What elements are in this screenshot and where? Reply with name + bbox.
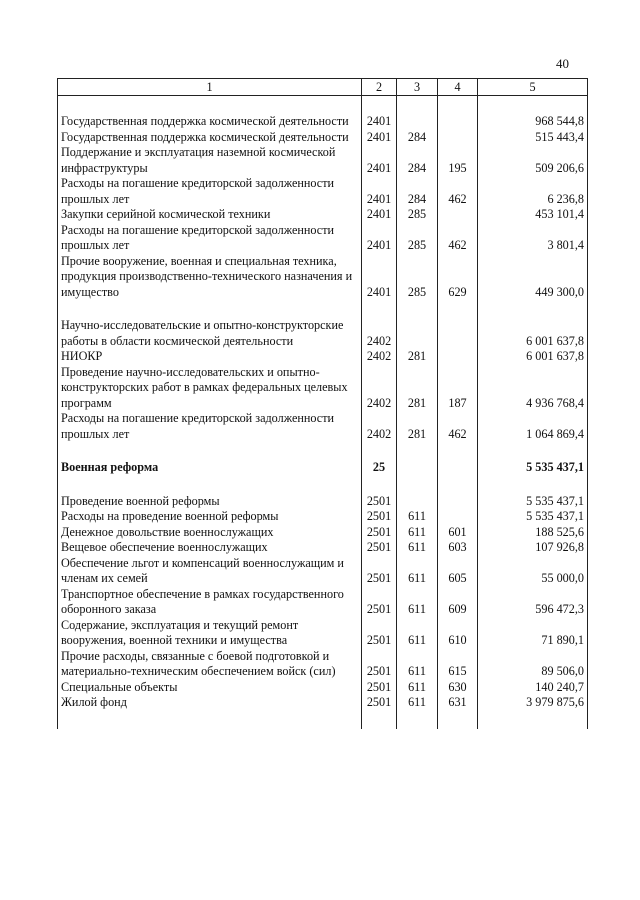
expense-type-cell: 615: [438, 649, 478, 680]
spacer-cell: [362, 300, 397, 318]
amount-cell: 71 890,1: [478, 618, 588, 649]
amount-cell: 6 001 637,8: [478, 318, 588, 349]
spacer-cell: [397, 96, 438, 115]
section-code-cell: 2401: [362, 114, 397, 130]
spacer-cell: [58, 476, 362, 494]
item-name-cell: Расходы на погашение кредиторской задолженности прошлых лет: [58, 223, 362, 254]
budget-table: [57, 78, 588, 729]
item-name-cell: НИОКР: [58, 349, 362, 365]
amount-cell: 515 443,4: [478, 130, 588, 146]
page-number: 40: [556, 56, 569, 71]
amount-cell: 6 236,8: [478, 176, 588, 207]
spacer-row: [58, 442, 588, 460]
amount-cell: 107 926,8: [478, 540, 588, 556]
spacer-cell: [438, 711, 478, 729]
expense-type-cell: 609: [438, 587, 478, 618]
amount-cell: 3 979 875,6: [478, 695, 588, 711]
target-code-cell: [397, 460, 438, 476]
target-code-cell: 611: [397, 556, 438, 587]
item-name-cell: Военная реформа: [58, 460, 362, 476]
expense-type-cell: 195: [438, 145, 478, 176]
spacer-cell: [362, 442, 397, 460]
section-code-cell: 2401: [362, 176, 397, 207]
table-row: [58, 649, 588, 680]
table-row: [58, 145, 588, 176]
table-row: [58, 223, 588, 254]
table-row: [58, 540, 588, 556]
expense-type-cell: [438, 114, 478, 130]
target-code-cell: 281: [397, 411, 438, 442]
expense-type-cell: 601: [438, 525, 478, 541]
target-code-cell: 611: [397, 509, 438, 525]
item-name-cell: Расходы на погашение кредиторской задолженности прошлых лет: [58, 411, 362, 442]
expense-type-cell: 610: [438, 618, 478, 649]
target-code-cell: [397, 114, 438, 130]
target-code-cell: 285: [397, 254, 438, 301]
amount-cell: 453 101,4: [478, 207, 588, 223]
table-row: [58, 176, 588, 207]
section-code-cell: 2401: [362, 207, 397, 223]
section-code-cell: 2401: [362, 254, 397, 301]
spacer-cell: [362, 96, 397, 115]
spacer-cell: [438, 442, 478, 460]
table-row: [58, 587, 588, 618]
spacer-cell: [397, 300, 438, 318]
spacer-cell: [438, 476, 478, 494]
amount-cell: 6 001 637,8: [478, 349, 588, 365]
item-name-cell: Прочие расходы, связанные с боевой подготовкой и материально-техническим обеспечением войск (сил): [58, 649, 362, 680]
target-code-cell: 611: [397, 587, 438, 618]
spacer-cell: [397, 442, 438, 460]
amount-cell: 5 535 437,1: [478, 460, 588, 476]
section-code-cell: 2501: [362, 494, 397, 510]
item-name-cell: Прочие вооружение, военная и специальная техника, продукция производственно-технического назначения и имущество: [58, 254, 362, 301]
target-code-cell: 285: [397, 223, 438, 254]
item-name-cell: Вещевое обеспечение военнослужащих: [58, 540, 362, 556]
amount-cell: 55 000,0: [478, 556, 588, 587]
section-code-cell: 2401: [362, 145, 397, 176]
spacer-cell: [362, 711, 397, 729]
target-code-cell: 611: [397, 680, 438, 696]
table-row: [58, 207, 588, 223]
expense-type-cell: 462: [438, 411, 478, 442]
target-code-cell: 611: [397, 649, 438, 680]
column-header-3: 3: [397, 79, 438, 96]
expense-type-cell: 630: [438, 680, 478, 696]
spacer-row: [58, 711, 588, 729]
target-code-cell: 611: [397, 695, 438, 711]
expense-type-cell: 462: [438, 176, 478, 207]
target-code-cell: 284: [397, 145, 438, 176]
spacer-cell: [58, 442, 362, 460]
section-code-cell: 2501: [362, 587, 397, 618]
expense-type-cell: [438, 318, 478, 349]
item-name-cell: Научно-исследовательские и опытно-конструкторские работы в области космической деятельности: [58, 318, 362, 349]
section-code-cell: 2501: [362, 540, 397, 556]
table-row: [58, 525, 588, 541]
amount-cell: 5 535 437,1: [478, 494, 588, 510]
section-code-cell: 2501: [362, 649, 397, 680]
spacer-cell: [58, 711, 362, 729]
table-row: [58, 365, 588, 412]
expense-type-cell: 605: [438, 556, 478, 587]
column-header-5: 5: [478, 79, 588, 96]
amount-cell: 89 506,0: [478, 649, 588, 680]
expense-type-cell: [438, 460, 478, 476]
expense-type-cell: 631: [438, 695, 478, 711]
table-row: [58, 695, 588, 711]
section-code-cell: 2501: [362, 618, 397, 649]
section-code-cell: 2402: [362, 349, 397, 365]
item-name-cell: Денежное довольствие военнослужащих: [58, 525, 362, 541]
table-row: [58, 509, 588, 525]
table-row: [58, 460, 588, 476]
amount-cell: 4 936 768,4: [478, 365, 588, 412]
table-row: [58, 130, 588, 146]
table-body: [58, 96, 588, 729]
table-row: [58, 318, 588, 349]
target-code-cell: 611: [397, 525, 438, 541]
column-header-1: 1: [58, 79, 362, 96]
spacer-cell: [397, 711, 438, 729]
expense-type-cell: [438, 207, 478, 223]
amount-cell: 449 300,0: [478, 254, 588, 301]
section-code-cell: 2501: [362, 556, 397, 587]
spacer-row: [58, 96, 588, 115]
item-name-cell: Специальные объекты: [58, 680, 362, 696]
spacer-cell: [362, 476, 397, 494]
item-name-cell: Поддержание и эксплуатация наземной космической инфраструктуры: [58, 145, 362, 176]
expense-type-cell: [438, 494, 478, 510]
target-code-cell: 281: [397, 349, 438, 365]
section-code-cell: 2402: [362, 411, 397, 442]
section-code-cell: 2501: [362, 695, 397, 711]
amount-cell: 509 206,6: [478, 145, 588, 176]
target-code-cell: 611: [397, 618, 438, 649]
table-row: [58, 411, 588, 442]
item-name-cell: Закупки серийной космической техники: [58, 207, 362, 223]
target-code-cell: [397, 494, 438, 510]
section-code-cell: 2501: [362, 509, 397, 525]
target-code-cell: 284: [397, 176, 438, 207]
item-name-cell: Расходы на погашение кредиторской задолженности прошлых лет: [58, 176, 362, 207]
section-code-cell: 2501: [362, 525, 397, 541]
column-header-2: 2: [362, 79, 397, 96]
table-row: [58, 618, 588, 649]
spacer-cell: [478, 96, 588, 115]
section-code-cell: 2401: [362, 223, 397, 254]
item-name-cell: Транспортное обеспечение в рамках государственного оборонного заказа: [58, 587, 362, 618]
item-name-cell: Расходы на проведение военной реформы: [58, 509, 362, 525]
item-name-cell: Жилой фонд: [58, 695, 362, 711]
target-code-cell: 611: [397, 540, 438, 556]
expense-type-cell: 462: [438, 223, 478, 254]
spacer-cell: [478, 442, 588, 460]
amount-cell: 596 472,3: [478, 587, 588, 618]
section-code-cell: 2402: [362, 318, 397, 349]
target-code-cell: 281: [397, 365, 438, 412]
spacer-cell: [478, 476, 588, 494]
column-header-4: 4: [438, 79, 478, 96]
spacer-cell: [58, 300, 362, 318]
amount-cell: 1 064 869,4: [478, 411, 588, 442]
spacer-row: [58, 476, 588, 494]
expense-type-cell: [438, 349, 478, 365]
target-code-cell: 285: [397, 207, 438, 223]
table-row: [58, 254, 588, 301]
amount-cell: 968 544,8: [478, 114, 588, 130]
spacer-cell: [438, 300, 478, 318]
section-code-cell: 25: [362, 460, 397, 476]
item-name-cell: Обеспечение льгот и компенсаций военнослужащим и членам их семей: [58, 556, 362, 587]
amount-cell: 188 525,6: [478, 525, 588, 541]
spacer-cell: [58, 96, 362, 115]
item-name-cell: Проведение научно-исследовательских и опытно-конструкторских работ в рамках федеральных целевых программ: [58, 365, 362, 412]
section-code-cell: 2501: [362, 680, 397, 696]
spacer-cell: [397, 476, 438, 494]
table-row: [58, 349, 588, 365]
spacer-row: [58, 300, 588, 318]
target-code-cell: 284: [397, 130, 438, 146]
table-row: [58, 680, 588, 696]
expense-type-cell: 629: [438, 254, 478, 301]
table-row: [58, 556, 588, 587]
amount-cell: 3 801,4: [478, 223, 588, 254]
item-name-cell: Проведение военной реформы: [58, 494, 362, 510]
expense-type-cell: [438, 130, 478, 146]
item-name-cell: Государственная поддержка космической деятельности: [58, 130, 362, 146]
spacer-cell: [478, 300, 588, 318]
amount-cell: 5 535 437,1: [478, 509, 588, 525]
table-row: [58, 114, 588, 130]
section-code-cell: 2402: [362, 365, 397, 412]
section-code-cell: 2401: [362, 130, 397, 146]
spacer-cell: [438, 96, 478, 115]
spacer-cell: [478, 711, 588, 729]
item-name-cell: Государственная поддержка космической деятельности: [58, 114, 362, 130]
target-code-cell: [397, 318, 438, 349]
table-row: [58, 494, 588, 510]
amount-cell: 140 240,7: [478, 680, 588, 696]
header-row: [58, 79, 588, 96]
item-name-cell: Содержание, эксплуатация и текущий ремонт вооружения, военной техники и имущества: [58, 618, 362, 649]
expense-type-cell: 187: [438, 365, 478, 412]
expense-type-cell: 603: [438, 540, 478, 556]
expense-type-cell: [438, 509, 478, 525]
